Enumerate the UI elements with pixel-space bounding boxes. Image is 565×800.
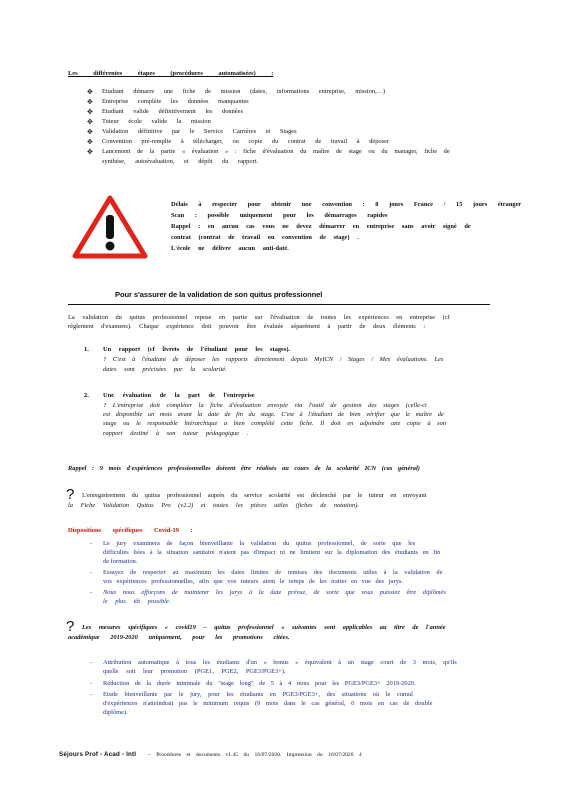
dash-bullet: - <box>90 569 93 576</box>
list-item: Essayez de respecter au maximum les dates limites de remises des documents utiles à la validation de <box>103 569 443 576</box>
list-item: Validation définitive par le Service Carrières et Stages <box>102 128 297 135</box>
measures-intro: académique 2019-2020 uniquement, pour les promotions citées. <box>68 634 290 641</box>
dash-bullet: - <box>90 680 93 687</box>
item-title: Un rapport (cf livrets de l'étudiant pour les stages). <box>103 346 291 353</box>
warning-line: Rappel : en aucun cas vous ne devez démarrer en entreprise sans avoir signé de <box>171 223 471 230</box>
steps-heading: Les différentes étapes (procédures automatisées) : <box>68 70 274 77</box>
item-text: rapport destiné à son tuteur pédagogique . <box>103 430 249 437</box>
diamond-bullet-icon: ✥ <box>87 118 93 126</box>
question-mark-icon: ? <box>66 618 75 635</box>
footer-left: Séjours Prof - Acad - Intl <box>59 751 137 758</box>
list-item: quelle soit leur promotion (PGE1, PGE2, PGE3/PGE3+). <box>103 668 286 675</box>
item-number: 1. <box>84 346 89 353</box>
diamond-bullet-icon: ✥ <box>87 108 93 116</box>
list-item: Le jury examinera de façon bienveillante la validation du quitus professionnel, de sorte que les <box>103 540 416 547</box>
item-text: stage ou le responsable hiérarchique a bien complété cette fiche. Il doit en adjoindre une copie à son <box>103 420 447 427</box>
list-item: le plus tôt possible. <box>103 598 171 605</box>
diamond-bullet-icon: ✥ <box>87 88 93 96</box>
list-item: diplôme). <box>103 709 128 716</box>
dash-bullet: - <box>90 691 93 698</box>
enregistrement-text: la Fiche Validation Quitus Pro (v2.2) et toutes les pièces utiles (fiches de notation). <box>68 502 359 509</box>
item-text: ? L'entreprise doit compléter la fiche d'évaluation envoyée via l'outil de gestion des stages (celle-ci <box>103 402 427 409</box>
measures-intro: Les mesures spécifiques « covid19 – quitus professionnel » suivantes sont applicables au titre de l'année <box>82 624 446 631</box>
warning-line: L'école ne délivre aucun anti-daté. <box>171 245 289 252</box>
item-number: 2. <box>84 392 89 399</box>
quitus-intro: règlement d'examens). Chaque expérience doit pouvoir être évaluée séparément à partir de deux éléments : <box>68 323 426 330</box>
covid-heading: Dispositions spécifiques Covid-19 : <box>68 527 193 534</box>
question-mark-icon: ? <box>66 486 75 503</box>
item-text: ? C'est à l'étudiant de déposer les rapports directement depuis MyICN / Stages / Mes évaluations. Les <box>103 356 444 363</box>
list-item: Convention pré-remplie à télécharger, ou copie du contrat de travail à déposer <box>102 138 390 145</box>
list-item: d'expériences n'atteindrait pas le minimum requis (9 mois dans le cas général, 6 mois en cas de double <box>103 700 433 707</box>
quitus-title: Pour s'assurer de la validation de son quitus professionnel <box>115 290 323 299</box>
quitus-title-rule <box>68 304 490 305</box>
list-item: Lancement de la partie « évaluation » : fiche d'évaluation du maître de stage ou du manager, fiche de <box>102 148 450 155</box>
diamond-bullet-icon: ✥ <box>87 98 93 106</box>
warning-line: Scan : possible uniquement pour les démarrages rapides <box>171 212 388 219</box>
list-item: Etudiant démarre une fiche de mission (dates, informations entreprise, mission,…) <box>102 88 386 95</box>
warning-line: Délais à respecter pour obtenir une convention : 8 jours France / 15 jours étranger <box>171 201 522 208</box>
item-text: dates sont précisées par la scolarité. <box>103 366 227 373</box>
item-text: est disponible un mois avant la date de fin du stage. C'est à l'étudiant de bien vérifier que le maître de <box>103 411 444 418</box>
footer-right: – Procédures et documents v1.45 du 16/07/2020. Impression du 16/07/2020 4 <box>148 752 362 758</box>
list-item-continuation: synthèse, autoévaluation, et dépôt du rapport. <box>102 158 259 165</box>
quitus-intro: La validation du quitus professionnel repose en partie sur l'évaluation de toutes les expériences en entreprise (cf <box>68 314 450 321</box>
list-item: Entreprise complète les données manquantes <box>102 98 249 105</box>
list-item: Etudiant valide définitivement les données <box>102 108 243 115</box>
diamond-bullet-icon: ✥ <box>87 148 93 156</box>
list-item: Tuteur école valide la mission <box>102 118 211 125</box>
list-item: Nous nous efforçons de maintenir les jurys à la date prévue, de sorte que vous puissiez être diplômés <box>103 589 446 596</box>
dash-bullet: - <box>90 659 93 666</box>
dash-bullet: - <box>90 589 93 596</box>
warning-triangle-icon <box>72 195 148 259</box>
list-item: Réduction de la durée minimale du "stage long" de 5 à 4 mois pour les PGE3/PGE3+ 2019-2020. <box>103 680 416 687</box>
diamond-bullet-icon: ✥ <box>87 128 93 136</box>
enregistrement-text: L'enregistrement du quitus professionnel auprès du service scolarité est déclenché par le tuteur en envoyant <box>82 492 427 499</box>
list-item: Attribution automatique à tous les étudiants d'un « bonus » équivalent à un stage court de 3 mois, qu'ils <box>103 659 457 666</box>
rappel-line: Rappel : 9 mois d'expériences professionnelles doivent être réalisés au cours de la scolarité ICN (cas général) <box>68 465 420 472</box>
diamond-bullet-icon: ✥ <box>87 138 93 146</box>
list-item: Etude bienveillante par le jury, pour les étudiants en PGE3/PGE3+, des situations où le cumul <box>103 691 413 698</box>
list-item: vos expériences professionnelles, afin que vos tuteurs aient le temps de les traiter en vue des jurys. <box>103 578 403 585</box>
list-item: de formation. <box>103 558 138 565</box>
list-item: difficultés liées à la situation sanitaire n'aient pas d'impact ni ne limitent sur la diplomation des étudiants en fin <box>103 549 441 556</box>
item-title: Une évaluation de la part de l'entreprise <box>103 392 255 399</box>
warning-line: contrat (contrat de travail ou convention de stage) . <box>171 234 359 241</box>
dash-bullet: - <box>90 540 93 547</box>
